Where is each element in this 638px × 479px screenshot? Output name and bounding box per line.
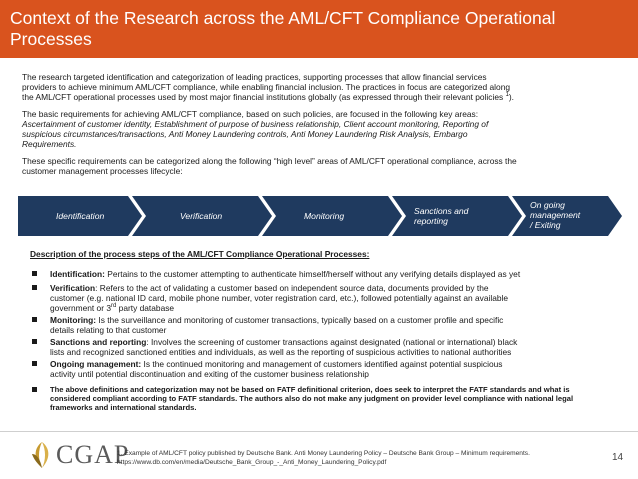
item-text: Is the continued monitoring and management of customers identified against potential suspicious [141, 359, 503, 369]
intro-p2-line-2: Ascertainment of customer identity, Establishment of purpose of business relationship, Client account monitoring, Reporting of [22, 119, 489, 129]
bullet-square-icon [32, 317, 37, 322]
bullet-square-icon [32, 271, 37, 276]
bullet-square-icon [32, 387, 37, 392]
item-text: government or 3 [50, 303, 111, 313]
footnote-ref: 1 [505, 92, 509, 98]
page-number: 14 [612, 452, 624, 463]
slide-title-line-1: Context of the Research across the AML/CFT Compliance Operational [10, 8, 556, 28]
description-list [30, 269, 620, 412]
footnote [117, 449, 587, 467]
note-text: considered compliant according to FATF standards. The authors also do not make any judgment on provider level compliance with national legal [50, 394, 574, 403]
description-section [30, 249, 620, 412]
footnote-line-1: 1. Example of AML/CFT policy published by Deutsche Bank. Anti Money Laundering Policy – Deutsche Bank Group – Minimum requirements. [117, 450, 530, 457]
slide-title-line-2: Processes [10, 29, 92, 49]
step-monitoring: Monitoring [304, 211, 345, 221]
item-text: customer (e.g. national ID card, mobile phone number, voter registration card, etc.), followed potentially against an available [50, 293, 509, 303]
item-text: activity until potential discontinuation and exiting of the customer business relationship [50, 369, 369, 379]
intro-p1-line-2: providers to achieve minimum AML/CFT compliance, while enabling financial inclusion. The practices in focus are categorized along [22, 82, 511, 92]
intro-section [22, 72, 624, 181]
bullet-square-icon [32, 361, 37, 366]
list-item [30, 269, 620, 279]
step-sanctions-reporting [414, 206, 468, 226]
footnote-url[interactable]: https://www.db.com/en/media/Deutsche_Bank_Group_-_Anti_Money_Laundering_Policy.pdf [117, 459, 387, 466]
cgap-logo-text: CGAP [56, 440, 130, 469]
slide-header [0, 0, 638, 58]
step-ongoing-management [530, 200, 580, 230]
process-flow [18, 196, 622, 236]
item-term: Identification: [50, 269, 105, 279]
list-item [30, 315, 620, 335]
list-item [30, 283, 620, 313]
step-5-line-2: management [530, 210, 581, 220]
item-text: Pertains to the customer attempting to authenticate himself/herself without any verifying details displayed as yet [104, 269, 521, 279]
intro-paragraph-1 [22, 72, 624, 102]
intro-paragraph-3 [22, 156, 624, 176]
step-4-line-2: reporting [414, 216, 448, 226]
cgap-leaf-icon [30, 440, 54, 470]
item-text: lists and recognized sanctioned entities and individuals, as well as the reporting of suspicious activities to national authorities [50, 347, 512, 357]
intro-p1-line-3: the AML/CFT operational processes used by most major financial institutions globally (as expressed through their relevant policies [22, 92, 504, 102]
item-text: party database [116, 303, 175, 313]
note-text: The above definitions and categorization may not be based on FATF definitional criterion, does seek to interpret the FATF standards and what is [50, 385, 570, 394]
list-item [30, 337, 620, 357]
bullet-square-icon [32, 339, 37, 344]
intro-paragraph-2 [22, 109, 624, 149]
intro-p1-line-1: The research targeted identification and categorization of leading practices, supporting processes that allow financial services [22, 72, 487, 82]
item-text: : Refers to the act of validating a customer based on independent source data, documents provided by the [95, 283, 489, 293]
intro-p2-line-1: The basic requirements for achieving AML/CFT compliance, based on such policies, are focused in the following key areas: [22, 109, 479, 119]
step-5-line-3: / Exiting [530, 220, 561, 230]
intro-p2-line-3: suspicious circumstances/transactions, Anti Money Laundering controls, Anti Money Laundering Risk Analysis, Embargo [22, 129, 468, 139]
intro-p1-end: ). [508, 92, 514, 102]
item-text: details relating to that customer [50, 325, 167, 335]
slide-title [10, 8, 630, 50]
intro-p3-line-1: These specific requirements can be categorized along the following “high level” areas of AML/CFT operational compliance, across the [22, 156, 517, 166]
bullet-square-icon [32, 285, 37, 290]
description-title: Description of the process steps of the AML/CFT Compliance Operational Processes: [30, 249, 370, 259]
item-text: Is the surveillance and monitoring of customer transactions, typically based on a customer profile and specific [96, 315, 504, 325]
step-verification: Verification [180, 211, 223, 221]
intro-p2-line-4: Requirements. [22, 139, 77, 149]
intro-p3-line-2: customer management processes lifecycle: [22, 166, 183, 176]
note-text: frameworks and international standards. [50, 403, 197, 412]
item-term: Verification [50, 283, 96, 293]
footer-divider [0, 431, 638, 432]
item-term: Ongoing management: [50, 359, 142, 369]
item-term: Sanctions and reporting [50, 337, 147, 347]
list-item [30, 359, 620, 379]
cgap-logo [30, 440, 129, 470]
step-4-line-1: Sanctions and [414, 206, 469, 216]
step-5-line-1: On going [530, 200, 565, 210]
item-text: : Involves the screening of customer transactions against designated (national or international) black [146, 337, 518, 347]
item-term: Monitoring: [50, 315, 97, 325]
list-item [30, 385, 620, 412]
step-identification: Identification [56, 211, 105, 221]
item-sup: rd [111, 303, 117, 309]
